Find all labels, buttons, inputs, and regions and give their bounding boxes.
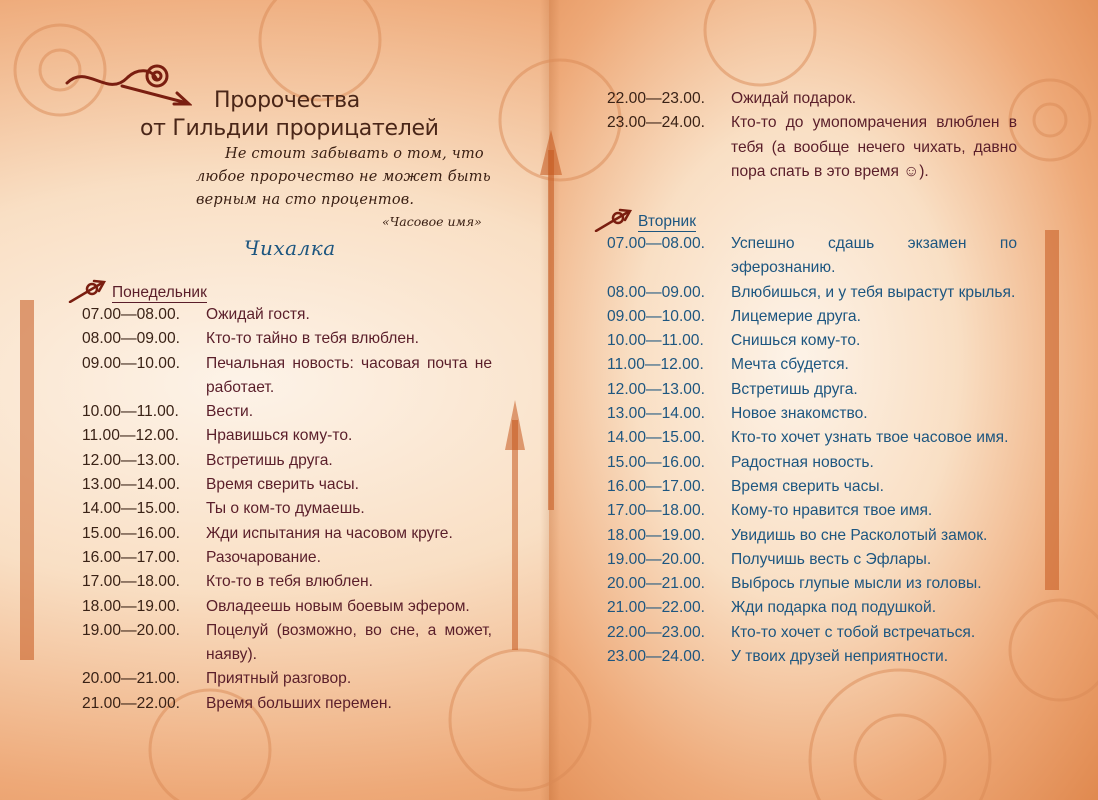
- sign-name: Чихалка: [244, 236, 336, 260]
- schedule-row: [607, 378, 1017, 402]
- prophecy-text: Овладеешь новым боевым эфером.: [206, 597, 470, 615]
- time-slot: 11.00—12.00.: [607, 356, 704, 374]
- prophecy-text: Время сверить часы.: [731, 477, 884, 495]
- schedule-row: [82, 497, 492, 521]
- time-slot: 11.00—12.00.: [82, 427, 179, 445]
- time-slot: 18.00—19.00.: [607, 526, 705, 544]
- prophecy-text: У твоих друзей неприятности.: [731, 648, 949, 666]
- schedule-row: [82, 473, 492, 497]
- prophecy-text: Ожидай гостя.: [206, 306, 310, 323]
- monday-schedule-continued: [607, 87, 1017, 184]
- schedule-row: [82, 400, 492, 424]
- schedule-row: [607, 572, 1017, 596]
- prophecy-text: Радостная новость.: [731, 453, 874, 471]
- time-slot: 17.00—18.00.: [607, 502, 705, 520]
- schedule-row: [607, 232, 1017, 281]
- time-slot: 07.00—08.00.: [607, 235, 705, 252]
- schedule-row: [607, 548, 1017, 572]
- schedule-row: [82, 449, 492, 473]
- prophecy-text: Ожидай подарок.: [731, 90, 857, 107]
- tuesday-label: Вторник: [638, 213, 696, 230]
- prophecy-text: Влюбишься, и у тебя вырастут крылья.: [731, 283, 1016, 301]
- time-slot: 19.00—20.00.: [82, 621, 180, 639]
- prophecy-text: Кто-то до умопомрачения влюблен в тебя (а вообще нечего чихать, давно пора спать в это время ☺).: [731, 114, 1017, 180]
- prophecy-text: Жди испытания на часовом круге.: [206, 524, 453, 542]
- time-slot: 23.00—24.00.: [607, 114, 705, 132]
- schedule-row: [82, 595, 492, 619]
- prophecy-text: Кто-то хочет с тобой встречаться.: [731, 623, 976, 641]
- schedule-row: [607, 329, 1017, 353]
- prophecy-text: Нравишься кому-то.: [206, 427, 353, 445]
- schedule-row: [607, 402, 1017, 426]
- epigraph-line1: Не стоит забывать о том, что: [225, 146, 484, 162]
- schedule-row: [607, 305, 1017, 329]
- page-title-line1: Пророчества: [214, 88, 360, 113]
- monday-label: Понедельник: [112, 284, 207, 301]
- time-slot: 23.00—24.00.: [607, 648, 705, 666]
- time-slot: 10.00—11.00.: [82, 403, 179, 421]
- prophecy-text: Жди подарка под подушкой.: [731, 599, 937, 617]
- arrow-ornament-icon: [68, 277, 108, 303]
- prophecy-text: Успешно сдашь экзамен по эферознанию.: [731, 235, 1017, 277]
- schedule-row: [607, 596, 1017, 620]
- schedule-row: [82, 303, 492, 327]
- prophecy-text: Кто-то хочет узнать твое часовое имя.: [731, 429, 1009, 447]
- prophecy-text: Вести.: [206, 403, 254, 421]
- time-slot: 20.00—21.00.: [607, 575, 705, 593]
- schedule-row: [607, 426, 1017, 450]
- prophecy-text: Время больших перемен.: [206, 694, 392, 712]
- prophecy-text: Разочарование.: [206, 548, 321, 566]
- prophecy-text: Лицемерие друга.: [731, 307, 861, 325]
- time-slot: 15.00—16.00.: [607, 453, 705, 471]
- schedule-row: [607, 475, 1017, 499]
- epigraph-line2: любое пророчество не может быть: [196, 169, 491, 185]
- prophecy-text: Поцелуй (возможно, во сне, а может, наяву).: [206, 621, 492, 664]
- time-slot: 12.00—13.00.: [607, 380, 705, 398]
- prophecy-text: Снишься кому-то.: [731, 332, 861, 350]
- prophecy-text: Получишь весть с Эфлары.: [731, 550, 932, 568]
- schedule-row: [82, 692, 492, 716]
- prophecy-text: Ты о ком-то думаешь.: [206, 500, 365, 518]
- tuesday-schedule: [607, 232, 1017, 669]
- arrow-ornament-icon: [594, 206, 634, 232]
- schedule-row: [607, 87, 1017, 111]
- book-spine: [540, 0, 560, 800]
- schedule-row: [607, 451, 1017, 475]
- time-slot: 07.00—08.00.: [82, 306, 180, 323]
- schedule-row: [607, 621, 1017, 645]
- epigraph-author: «Часовое имя»: [382, 214, 482, 229]
- time-slot: 14.00—15.00.: [82, 500, 180, 518]
- prophecy-text: Кто-то тайно в тебя влюблен.: [206, 330, 419, 348]
- time-slot: 12.00—13.00.: [82, 451, 180, 469]
- prophecy-text: Новое знакомство.: [731, 405, 868, 423]
- prophecy-text: Встретишь друга.: [731, 380, 858, 398]
- prophecy-text: Время сверить часы.: [206, 476, 359, 494]
- schedule-row: [82, 327, 492, 351]
- prophecy-text: Выбрось глупые мысли из головы.: [731, 575, 982, 593]
- time-slot: 16.00—17.00.: [82, 548, 180, 566]
- tuesday-heading: [594, 206, 696, 232]
- schedule-row: [82, 546, 492, 570]
- epigraph-line3: верным на сто процентов.: [196, 192, 415, 208]
- time-slot: 09.00—10.00.: [82, 354, 180, 372]
- time-slot: 09.00—10.00.: [607, 307, 705, 325]
- time-slot: 21.00—22.00.: [607, 599, 705, 617]
- schedule-row: [607, 353, 1017, 377]
- time-slot: 16.00—17.00.: [607, 477, 705, 495]
- monday-schedule: [82, 303, 492, 716]
- time-slot: 08.00—09.00.: [82, 330, 180, 348]
- schedule-row: [82, 570, 492, 594]
- time-slot: 13.00—14.00.: [82, 476, 180, 494]
- time-slot: 13.00—14.00.: [607, 405, 705, 423]
- schedule-row: [607, 281, 1017, 305]
- prophecy-text: Печальная новость: часовая почта не работает.: [206, 354, 492, 396]
- prophecy-text: Кто-то в тебя влюблен.: [206, 573, 373, 591]
- schedule-row: [607, 645, 1017, 669]
- schedule-row: [82, 522, 492, 546]
- time-slot: 10.00—11.00.: [607, 332, 704, 350]
- prophecy-text: Мечта сбудется.: [731, 356, 849, 374]
- time-slot: 19.00—20.00.: [607, 550, 705, 568]
- monday-heading: [68, 277, 207, 303]
- time-slot: 18.00—19.00.: [82, 597, 180, 615]
- prophecy-text: Приятный разговор.: [206, 670, 352, 688]
- prophecy-text: Увидишь во сне Расколотый замок.: [731, 526, 988, 544]
- time-slot: 21.00—22.00.: [82, 694, 180, 712]
- time-slot: 08.00—09.00.: [607, 283, 705, 301]
- title-flourish-ornament: [62, 58, 192, 108]
- schedule-row: [607, 111, 1017, 184]
- time-slot: 14.00—15.00.: [607, 429, 705, 447]
- time-slot: 20.00—21.00.: [82, 670, 180, 688]
- schedule-row: [82, 352, 492, 401]
- schedule-row: [82, 424, 492, 448]
- time-slot: 22.00—23.00.: [607, 90, 705, 107]
- schedule-row: [607, 499, 1017, 523]
- page-title-line2: от Гильдии прорицателей: [140, 116, 439, 141]
- schedule-row: [607, 524, 1017, 548]
- time-slot: 17.00—18.00.: [82, 573, 180, 591]
- schedule-row: [82, 667, 492, 691]
- prophecy-text: Встретишь друга.: [206, 451, 333, 469]
- schedule-row: [82, 619, 492, 668]
- time-slot: 15.00—16.00.: [82, 524, 180, 542]
- prophecy-text: Кому-то нравится твое имя.: [731, 502, 933, 520]
- time-slot: 22.00—23.00.: [607, 623, 705, 641]
